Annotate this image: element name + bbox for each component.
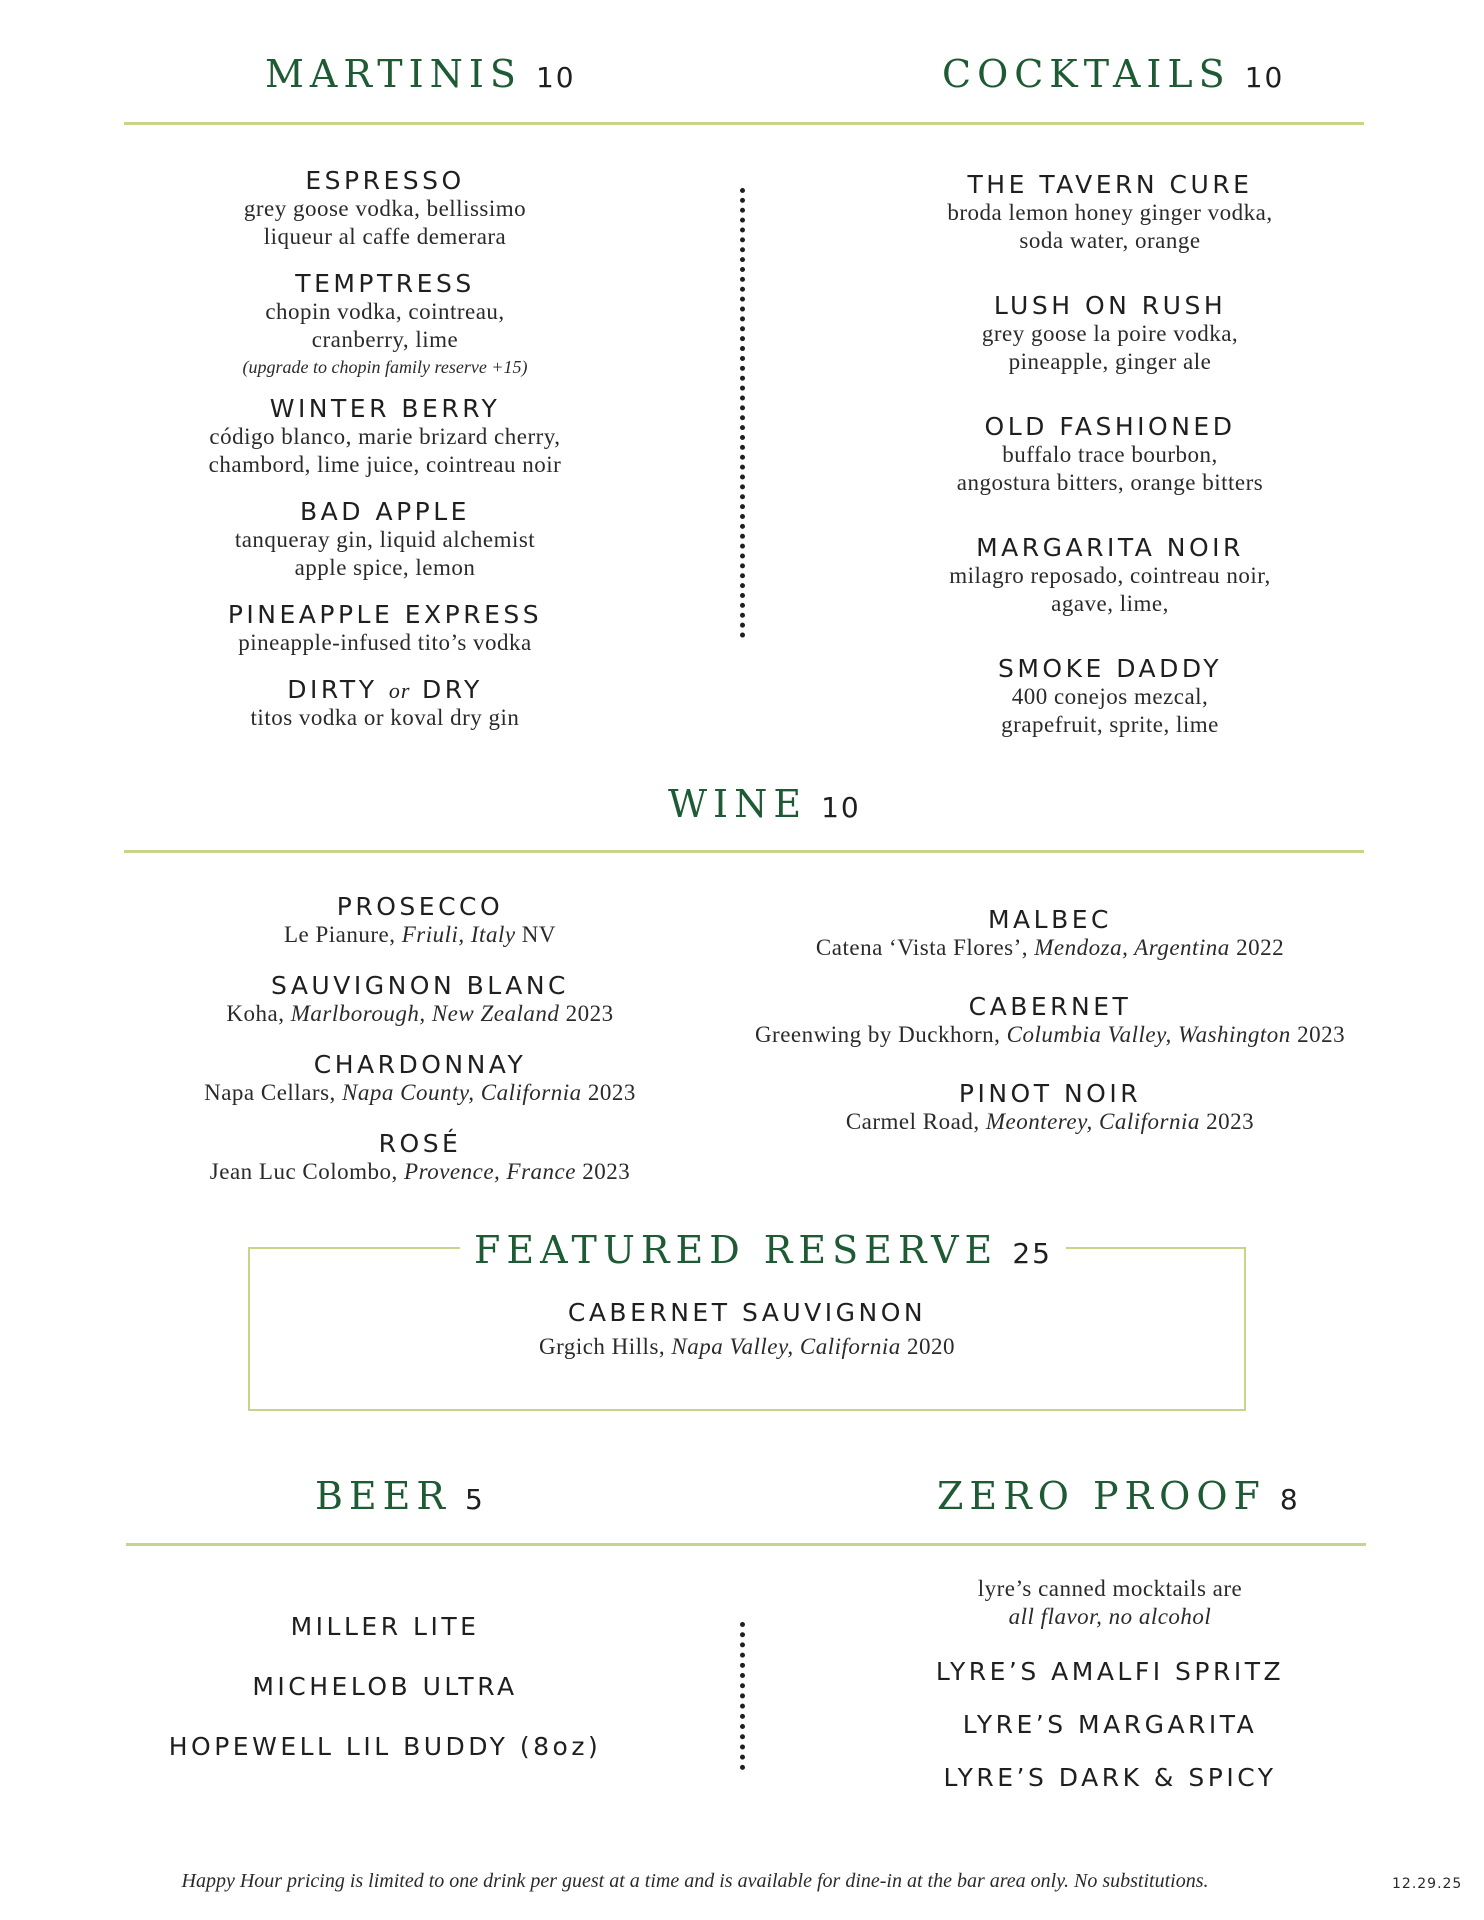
martini-desc: tanqueray gin, liquid alchemist bbox=[234, 527, 536, 552]
wine-producer: Greenwing by Duckhorn, bbox=[754, 1022, 1001, 1047]
zero-proof-price: 8 bbox=[1279, 1483, 1300, 1516]
martinis-price: 10 bbox=[535, 61, 576, 94]
wine-region: Columbia Valley, Washington bbox=[1006, 1022, 1291, 1047]
zero-proof-item: LYRE’S AMALFI SPRITZ bbox=[935, 1657, 1285, 1686]
cocktail-desc: 400 conejos mezcal, bbox=[1011, 684, 1209, 709]
cocktail-item bbox=[885, 170, 1335, 255]
zero-proof-header bbox=[937, 1474, 1300, 1518]
cocktails-title: COCKTAILS bbox=[942, 52, 1231, 96]
wine-year: 2022 bbox=[1236, 935, 1285, 960]
wine-desc bbox=[740, 934, 1360, 962]
martini-name: BAD APPLE bbox=[300, 497, 470, 526]
martinis-list bbox=[160, 166, 610, 732]
cocktails-header bbox=[942, 52, 1284, 96]
martini-desc: código blanco, marie brizard cherry, bbox=[209, 424, 561, 449]
or-label: or bbox=[388, 678, 411, 703]
wine-desc bbox=[160, 1000, 680, 1028]
wine-item bbox=[160, 971, 680, 1028]
footer-disclaimer: Happy Hour pricing is limited to one drink per guest at a time and is available for dine-in at the bar area only. No substitutions. bbox=[181, 1870, 1209, 1892]
martini-desc: titos vodka or koval dry gin bbox=[250, 705, 520, 730]
dirty-label: DIRTY bbox=[287, 675, 378, 704]
wine-item bbox=[740, 1079, 1360, 1136]
zero-proof-intro-italic: all flavor, no alcohol bbox=[1008, 1604, 1212, 1629]
wine-title: WINE bbox=[668, 782, 808, 826]
wine-region: Friuli, Italy bbox=[401, 922, 516, 947]
featured-reserve-price: 25 bbox=[1012, 1237, 1052, 1270]
wine-name: MALBEC bbox=[987, 905, 1112, 934]
martini-desc: cranberry, lime bbox=[311, 327, 459, 352]
wine-producer: Grgich Hills, bbox=[538, 1334, 666, 1359]
martini-desc: chambord, lime juice, cointreau noir bbox=[208, 452, 562, 477]
beer-title: BEER bbox=[315, 1474, 452, 1518]
footer-date: 12.29.25 bbox=[1392, 1876, 1463, 1892]
wine-region: Mendoza, Argentina bbox=[1034, 935, 1230, 960]
wine-year: 2023 bbox=[1206, 1109, 1255, 1134]
zero-proof-list bbox=[885, 1575, 1335, 1792]
zero-proof-intro: lyre’s canned mocktails are bbox=[977, 1576, 1243, 1601]
wine-year: 2020 bbox=[907, 1334, 956, 1359]
martini-desc: grey goose vodka, bellissimo bbox=[243, 196, 527, 221]
cocktail-desc: pineapple, ginger ale bbox=[1008, 349, 1212, 374]
beer-item: MICHELOB ULTRA bbox=[252, 1672, 518, 1701]
zero-proof-item: LYRE’S DARK & SPICY bbox=[943, 1763, 1277, 1792]
cocktail-desc: broda lemon honey ginger vodka, bbox=[947, 200, 1273, 225]
wine-year: 2023 bbox=[582, 1159, 631, 1184]
cocktail-name: OLD FASHIONED bbox=[984, 412, 1236, 441]
upgrade-note: (upgrade to chopin family reserve +15) bbox=[242, 357, 528, 377]
martini-item bbox=[160, 675, 610, 732]
martini-item bbox=[160, 166, 610, 251]
martini-item bbox=[160, 394, 610, 479]
reserve-wine-desc bbox=[248, 1333, 1246, 1361]
cocktail-name: SMOKE DADDY bbox=[997, 654, 1223, 683]
wine-producer: Napa Cellars, bbox=[204, 1080, 336, 1105]
wine-name: PROSECCO bbox=[336, 892, 504, 921]
reserve-wine-name: CABERNET SAUVIGNON bbox=[567, 1298, 927, 1327]
cocktail-desc: grapefruit, sprite, lime bbox=[1001, 712, 1219, 737]
cocktail-item bbox=[885, 291, 1335, 376]
wine-region: Marlborough, New Zealand bbox=[290, 1001, 560, 1026]
cocktail-desc: agave, lime, bbox=[1051, 591, 1169, 616]
cocktail-item bbox=[885, 533, 1335, 618]
martini-name: WINTER BERRY bbox=[269, 394, 501, 423]
wine-item bbox=[740, 905, 1360, 962]
cocktail-name: MARGARITA NOIR bbox=[976, 533, 1244, 562]
cocktail-desc: grey goose la poire vodka, bbox=[981, 321, 1239, 346]
wine-item bbox=[160, 1050, 680, 1107]
martini-name: ESPRESSO bbox=[305, 166, 465, 195]
column-divider bbox=[740, 188, 745, 638]
wine-name: CABERNET bbox=[968, 992, 1132, 1021]
wine-price: 10 bbox=[821, 791, 861, 824]
martini-name: TEMPTRESS bbox=[295, 269, 475, 298]
martini-desc: pineapple-infused tito’s vodka bbox=[238, 630, 532, 655]
martini-item bbox=[160, 497, 610, 582]
wine-year: 2023 bbox=[587, 1080, 636, 1105]
wine-name: CHARDONNAY bbox=[313, 1050, 527, 1079]
wine-producer: Jean Luc Colombo, bbox=[209, 1159, 398, 1184]
cocktail-item bbox=[885, 654, 1335, 739]
martini-item bbox=[160, 269, 610, 380]
wine-region: Napa Valley, California bbox=[671, 1334, 901, 1359]
featured-reserve-title: FEATURED RESERVE bbox=[474, 1228, 999, 1272]
wine-item bbox=[740, 992, 1360, 1049]
featured-reserve-item bbox=[248, 1298, 1246, 1361]
martinis-header bbox=[265, 52, 576, 96]
cocktail-name: LUSH ON RUSH bbox=[993, 291, 1227, 320]
martini-item bbox=[160, 600, 610, 657]
martinis-title: MARTINIS bbox=[265, 52, 522, 96]
wine-left-list bbox=[160, 892, 680, 1186]
top-divider bbox=[124, 122, 1364, 125]
dry-label: DRY bbox=[421, 675, 483, 704]
beer-item: HOPEWELL LIL BUDDY (8oz) bbox=[168, 1732, 602, 1761]
martini-name: PINEAPPLE EXPRESS bbox=[227, 600, 543, 629]
wine-year: 2023 bbox=[1297, 1022, 1346, 1047]
zero-proof-title: ZERO PROOF bbox=[937, 1474, 1266, 1518]
martini-name bbox=[160, 675, 610, 704]
wine-header bbox=[668, 782, 861, 826]
cocktail-name: THE TAVERN CURE bbox=[967, 170, 1253, 199]
wine-name: SAUVIGNON BLANC bbox=[270, 971, 570, 1000]
wine-desc bbox=[160, 1079, 680, 1107]
wine-region: Provence, France bbox=[404, 1159, 576, 1184]
beer-header bbox=[315, 1474, 485, 1518]
wine-name: PINOT NOIR bbox=[958, 1079, 1142, 1108]
wine-right-list bbox=[740, 905, 1360, 1136]
wine-producer: Le Pianure, bbox=[283, 922, 396, 947]
wine-desc bbox=[740, 1108, 1360, 1136]
wine-desc bbox=[160, 1158, 680, 1186]
beer-list bbox=[160, 1612, 610, 1761]
wine-divider bbox=[124, 850, 1364, 853]
beer-item: MILLER LITE bbox=[290, 1612, 480, 1641]
wine-producer: Catena ‘Vista Flores’, bbox=[815, 935, 1029, 960]
beer-price: 5 bbox=[465, 1483, 485, 1516]
wine-year: NV bbox=[521, 922, 557, 947]
bottom-divider bbox=[126, 1543, 1366, 1546]
martini-desc: liqueur al caffe demerara bbox=[263, 224, 507, 249]
cocktails-price: 10 bbox=[1244, 61, 1285, 94]
zero-proof-item: LYRE’S MARGARITA bbox=[962, 1710, 1258, 1739]
cocktails-list bbox=[885, 170, 1335, 739]
wine-item bbox=[160, 1129, 680, 1186]
wine-desc bbox=[160, 921, 680, 949]
wine-name: ROSÉ bbox=[378, 1129, 462, 1158]
cocktail-desc: soda water, orange bbox=[1019, 228, 1201, 253]
wine-region: Napa County, California bbox=[342, 1080, 582, 1105]
martini-desc: chopin vodka, cointreau, bbox=[265, 299, 505, 324]
featured-reserve-header bbox=[460, 1228, 1066, 1272]
wine-year: 2023 bbox=[565, 1001, 614, 1026]
column-divider bbox=[740, 1622, 745, 1770]
wine-item bbox=[160, 892, 680, 949]
wine-region: Meonterey, California bbox=[985, 1109, 1200, 1134]
cocktail-desc: milagro reposado, cointreau noir, bbox=[949, 563, 1271, 588]
wine-producer: Carmel Road, bbox=[845, 1109, 980, 1134]
wine-desc bbox=[740, 1021, 1360, 1049]
cocktail-desc: angostura bitters, orange bitters bbox=[956, 470, 1264, 495]
wine-producer: Koha, bbox=[226, 1001, 285, 1026]
cocktail-desc: buffalo trace bourbon, bbox=[1002, 442, 1218, 467]
cocktail-item bbox=[885, 412, 1335, 497]
martini-desc: apple spice, lemon bbox=[294, 555, 476, 580]
